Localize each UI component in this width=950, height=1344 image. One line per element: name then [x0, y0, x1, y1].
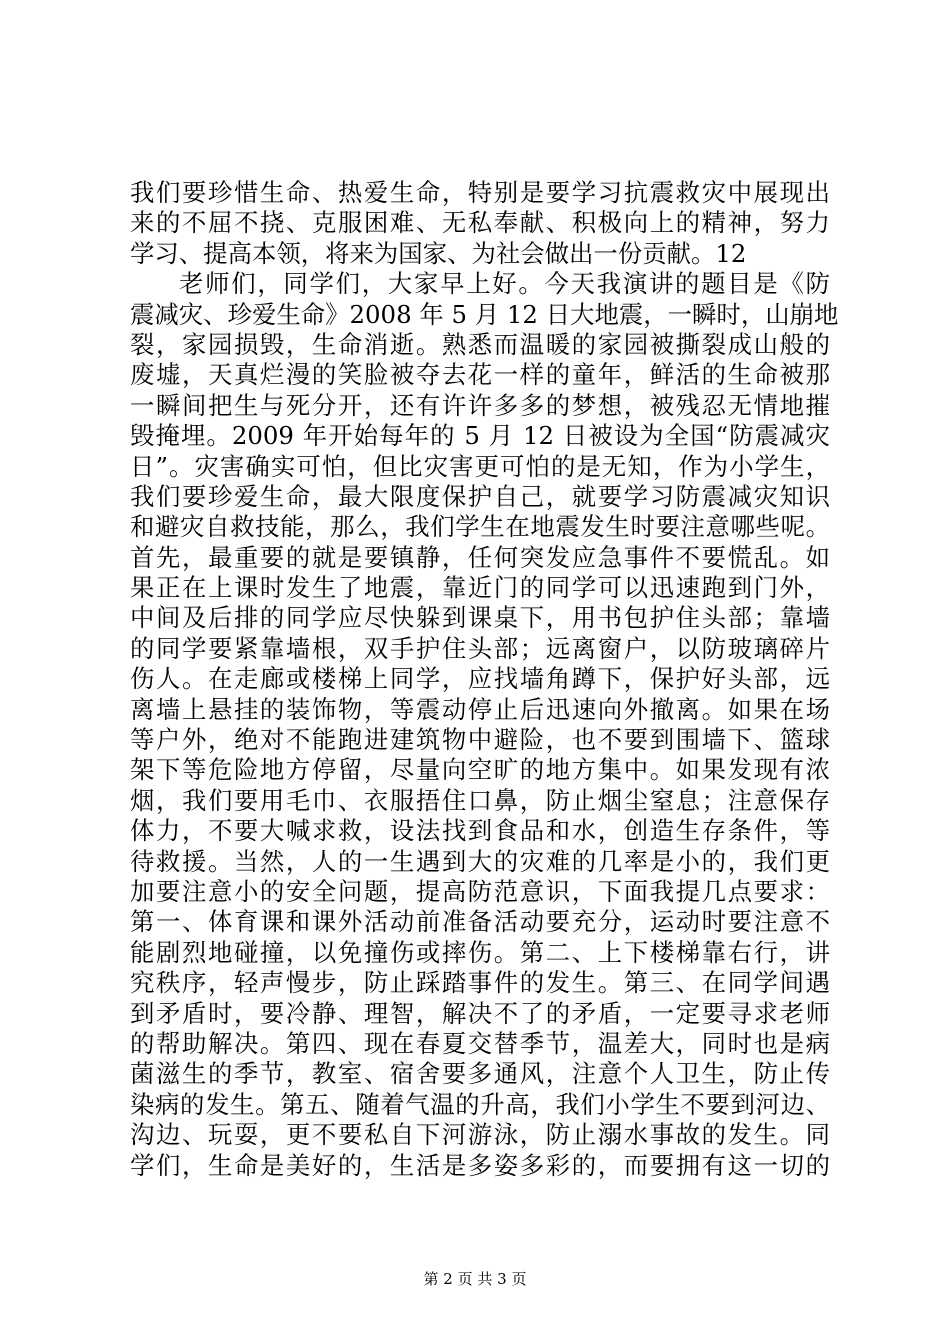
text-line: 到矛盾时，要冷静、理智，解决不了的矛盾，一定要寻求老师: [130, 998, 830, 1028]
text-line: 首先，最重要的就是要镇静，任何突发应急事件不要慌乱。如: [130, 542, 830, 572]
text-line: 日”。灾害确实可怕，但比灾害更可怕的是无知，作为小学生，: [130, 451, 830, 481]
text-line: 架下等危险地方停留，尽量向空旷的地方集中。如果发现有浓: [130, 755, 830, 785]
text-line: 一瞬间把生与死分开，还有许许多多的梦想，被残忍无情地摧: [130, 390, 830, 420]
text-line: 究秩序，轻声慢步，防止踩踏事件的发生。第三、在同学间遇: [130, 968, 830, 998]
text-line: 待救援。当然，人的一生遇到大的灾难的几率是小的，我们更: [130, 846, 830, 876]
page-number-footer: 第 2 页 共 3 页: [423, 1270, 527, 1288]
text-line: 果正在上课时发生了地震，靠近门的同学可以迅速跑到门外，: [130, 573, 830, 603]
text-line: 学习、提高本领，将来为国家、为社会做出一份贡献。12: [130, 238, 747, 268]
text-line: 染病的发生。第五、随着气温的升高，我们小学生不要到河边、: [130, 1089, 830, 1119]
text-line: 烟，我们要用毛巾、衣服捂住口鼻，防止烟尘窒息；注意保存: [130, 785, 830, 815]
text-line: 震减灾、珍爱生命》2008 年 5 月 12 日大地震，一瞬时，山崩地: [130, 299, 839, 329]
text-line: 的同学要紧靠墙根，双手护住头部；远离窗户，以防玻璃碎片: [130, 633, 830, 663]
text-line: 和避灾自救技能，那么，我们学生在地震发生时要注意哪些呢。: [130, 512, 830, 542]
text-line: 等户外，绝对不能跑进建筑物中避险，也不要到围墙下、篮球: [130, 725, 830, 755]
text-line: 中间及后排的同学应尽快躲到课桌下，用书包护住头部；靠墙: [130, 603, 830, 633]
paragraph-first-line: 老师们，同学们，大家早上好。今天我演讲的题目是《防: [179, 269, 830, 299]
text-line: 第一、体育课和课外活动前准备活动要充分，运动时要注意不: [130, 907, 830, 937]
text-line: 毁掩埋。2009 年开始每年的 5 月 12 日被设为全国“防震减灾: [130, 421, 830, 451]
document-body: [130, 178, 839, 1181]
text-line: 我们要珍惜生命、热爱生命，特别是要学习抗震救灾中展现出: [130, 178, 830, 207]
text-line: 来的不屈不挠、克服困难、无私奉献、积极向上的精神，努力: [130, 208, 830, 238]
text-line: 的帮助解决。第四、现在春夏交替季节，温差大，同时也是病: [130, 1028, 830, 1058]
text-line: 伤人。在走廊或楼梯上同学，应找墙角蹲下，保护好头部，远: [130, 664, 830, 694]
text-line: 废墟，天真烂漫的笑脸被夺去花一样的童年，鲜活的生命被那: [130, 360, 830, 390]
text-line: 我们要珍爱生命，最大限度保护自己，就要学习防震减灾知识: [130, 481, 830, 511]
text-line: 菌滋生的季节，教室、宿舍要多通风，注意个人卫生，防止传: [130, 1059, 830, 1089]
text-line: 裂，家园损毁，生命消逝。熟悉而温暖的家园被撕裂成山般的: [130, 329, 830, 359]
text-line: 离墙上悬挂的装饰物，等震动停止后迅速向外撤离。如果在场: [130, 694, 830, 724]
text-line: 体力，不要大喊求救，设法找到食品和水，创造生存条件，等: [130, 816, 830, 846]
text-line: 沟边、玩耍，更不要私自下河游泳，防止溺水事故的发生。同: [130, 1120, 830, 1150]
text-line: 加要注意小的安全问题，提高防范意识，下面我提几点要求：: [130, 876, 830, 906]
text-line: 学们，生命是美好的，生活是多姿多彩的，而要拥有这一切的: [130, 1150, 830, 1180]
text-line: 能剧烈地碰撞，以免撞伤或摔伤。第二、上下楼梯靠右行，讲: [130, 937, 830, 967]
